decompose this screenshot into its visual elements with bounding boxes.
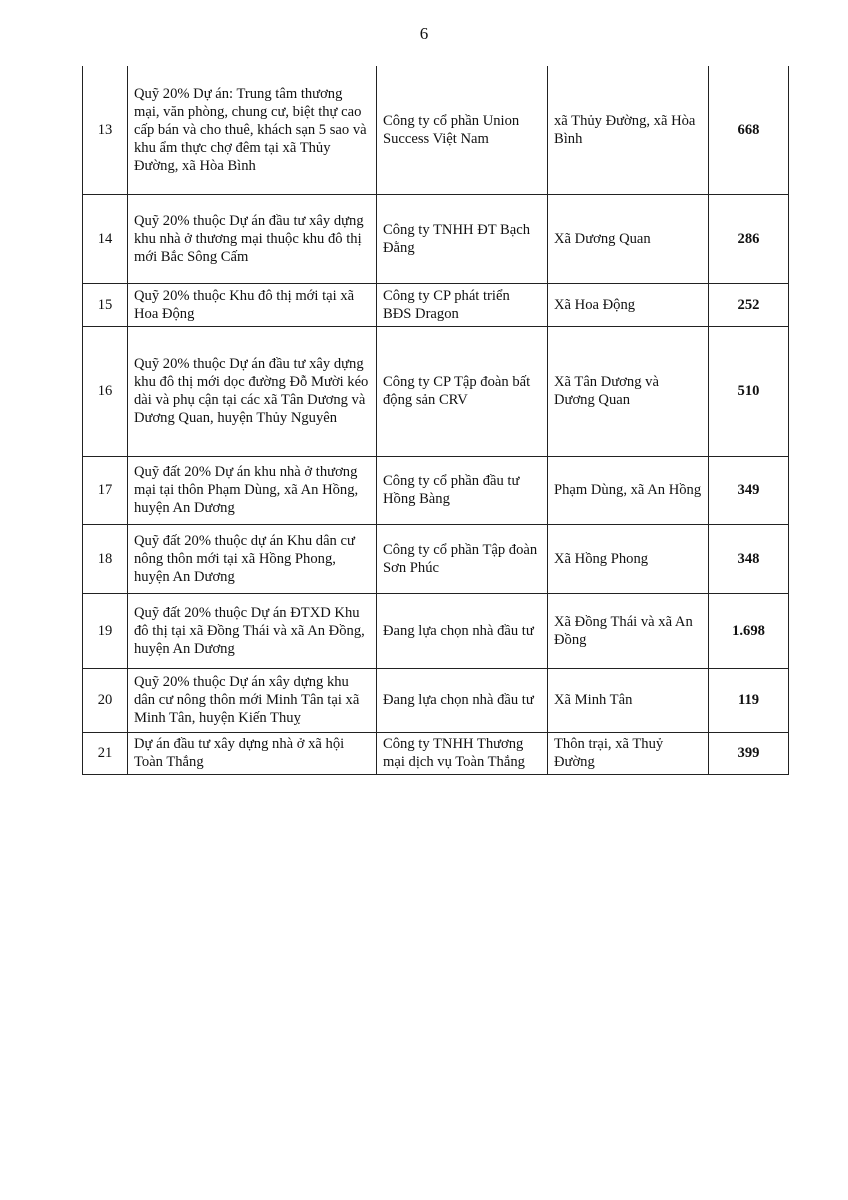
area-value: 252	[709, 283, 789, 326]
page-number: 6	[419, 24, 429, 43]
investor: Công ty cổ phần Tập đoàn Sơn Phúc	[377, 524, 548, 593]
table-row	[83, 326, 789, 456]
area-value: 349	[709, 456, 789, 524]
project-name: Quỹ 20% thuộc Khu đô thị mới tại xã Hoa Động	[128, 283, 377, 326]
project-name: Quỹ 20% Dự án: Trung tâm thương mại, văn phòng, chung cư, biệt thự cao cấp bán và cho thuê, khách sạn 5 sao và khu ẩm thực chợ đêm tại xã Thủy Đường, xã Hòa Bình	[128, 66, 377, 194]
table-row	[83, 668, 789, 732]
housing-projects-table	[82, 66, 789, 775]
row-number: 18	[83, 524, 128, 593]
area-value: 668	[709, 66, 789, 194]
project-name: Quỹ 20% thuộc Dự án đầu tư xây dựng khu đô thị mới dọc đường Đỗ Mười kéo dài và phụ cận tại các xã Tân Dương và Dương Quan, huyện Thủy Nguyên	[128, 326, 377, 456]
table-row	[83, 456, 789, 524]
row-number: 14	[83, 194, 128, 283]
location: Xã Minh Tân	[548, 668, 709, 732]
location: xã Thủy Đường, xã Hòa Bình	[548, 66, 709, 194]
area-value: 348	[709, 524, 789, 593]
area-value: 510	[709, 326, 789, 456]
project-name: Quỹ đất 20% Dự án khu nhà ở thương mại tại thôn Phạm Dùng, xã An Hồng, huyện An Dương	[128, 456, 377, 524]
area-value: 1.698	[709, 593, 789, 668]
project-name: Dự án đầu tư xây dựng nhà ở xã hội Toàn Thắng	[128, 732, 377, 774]
investor: Công ty TNHH Thương mại dịch vụ Toàn Thắng	[377, 732, 548, 774]
location: Thôn trại, xã Thuỷ Đường	[548, 732, 709, 774]
investor: Đang lựa chọn nhà đầu tư	[377, 593, 548, 668]
row-number: 17	[83, 456, 128, 524]
table-row	[83, 194, 789, 283]
location: Phạm Dùng, xã An Hồng	[548, 456, 709, 524]
row-number: 19	[83, 593, 128, 668]
investor: Công ty TNHH ĐT Bạch Đằng	[377, 194, 548, 283]
area-value: 119	[709, 668, 789, 732]
location: Xã Đồng Thái và xã An Đồng	[548, 593, 709, 668]
investor: Công ty cổ phần Union Success Việt Nam	[377, 66, 548, 194]
project-name: Quỹ 20% thuộc Dự án xây dựng khu dân cư nông thôn mới Minh Tân tại xã Minh Tân, huyện Kiến Thuỵ	[128, 668, 377, 732]
row-number: 21	[83, 732, 128, 774]
investor: Công ty CP Tập đoàn bất động sản CRV	[377, 326, 548, 456]
location: Xã Dương Quan	[548, 194, 709, 283]
area-value: 399	[709, 732, 789, 774]
location: Xã Hoa Động	[548, 283, 709, 326]
table-row	[83, 732, 789, 774]
row-number: 16	[83, 326, 128, 456]
project-name: Quỹ đất 20% thuộc Dự án ĐTXD Khu đô thị tại xã Đồng Thái và xã An Đồng, huyện An Dương	[128, 593, 377, 668]
location: Xã Hồng Phong	[548, 524, 709, 593]
table-row	[83, 283, 789, 326]
row-number: 15	[83, 283, 128, 326]
investor: Công ty cổ phần đầu tư Hồng Bàng	[377, 456, 548, 524]
row-number: 13	[83, 66, 128, 194]
project-name: Quỹ đất 20% thuộc dự án Khu dân cư nông thôn mới tại xã Hồng Phong, huyện An Dương	[128, 524, 377, 593]
area-value: 286	[709, 194, 789, 283]
investor: Đang lựa chọn nhà đầu tư	[377, 668, 548, 732]
table-row	[83, 524, 789, 593]
table-row	[83, 593, 789, 668]
table-row	[83, 66, 789, 194]
location: Xã Tân Dương và Dương Quan	[548, 326, 709, 456]
investor: Công ty CP phát triển BĐS Dragon	[377, 283, 548, 326]
project-name: Quỹ 20% thuộc Dự án đầu tư xây dựng khu nhà ở thương mại thuộc khu đô thị mới Bắc Sông Cấm	[128, 194, 377, 283]
row-number: 20	[83, 668, 128, 732]
